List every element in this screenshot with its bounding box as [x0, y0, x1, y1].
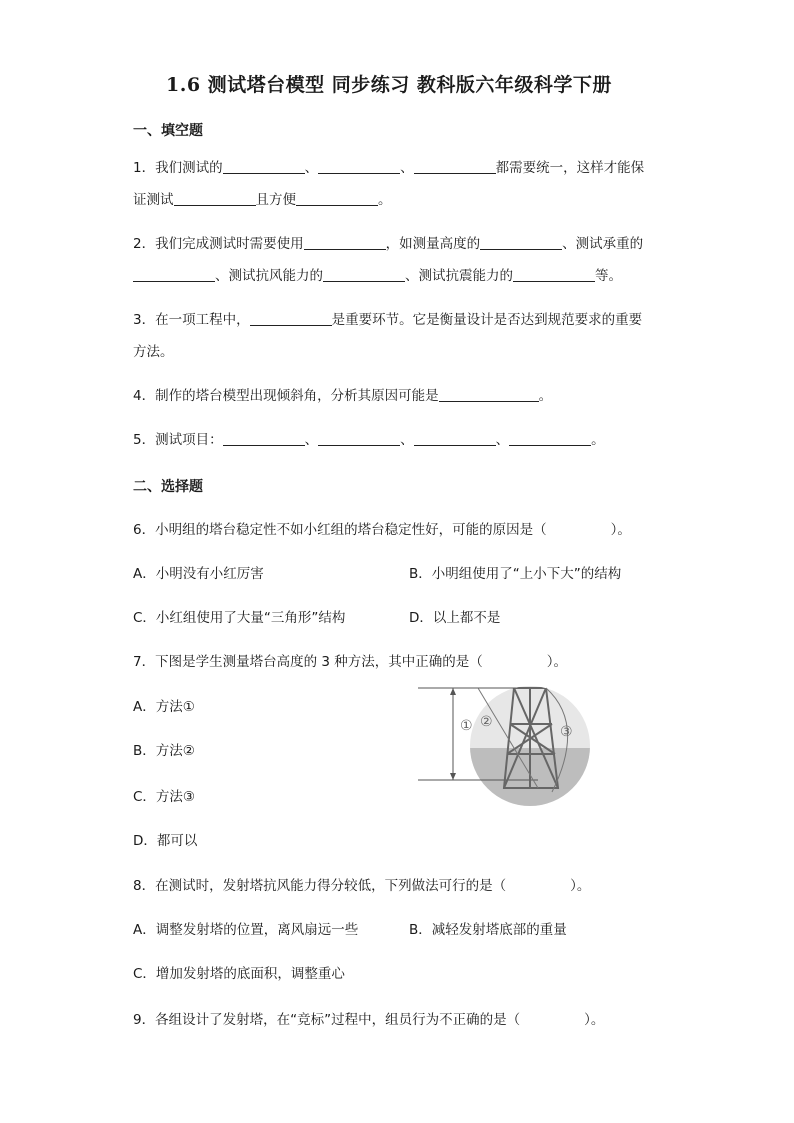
question-text: 、测试抗风能力的 [215, 268, 323, 284]
method-2-label: ② [480, 714, 493, 730]
answer-blank[interactable] [414, 159, 496, 174]
punct: 、 [304, 160, 319, 176]
question-number: 3． [133, 312, 156, 328]
punct: ）。 [610, 522, 631, 538]
answer-blank[interactable] [513, 267, 595, 282]
question-text: 证测试 [133, 192, 174, 208]
question-text: 且方便 [255, 192, 296, 208]
punct: 、 [304, 432, 319, 448]
page-title: 1.6 测试塔台模型 同步练习 教科版六年级科学下册 [166, 74, 612, 96]
question-3-line-2 [133, 342, 174, 362]
q8-option-c[interactable]: C．增加发射塔的底面积，调整重心 [133, 966, 345, 982]
section-heading-fill-blank: 一、填空题 [133, 123, 203, 139]
question-text: 都需要统一，这样才能保 [495, 160, 645, 176]
question-number: 5． [133, 432, 156, 448]
q6-option-a[interactable]: A．小明没有小红厉害 [133, 566, 264, 582]
answer-blank[interactable] [223, 431, 305, 446]
question-8-stem [133, 876, 590, 896]
answer-blank[interactable] [439, 387, 539, 402]
question-text: 6．小明组的塔台稳定性不如小红组的塔台稳定性好，可能的原因是（ [133, 522, 547, 538]
question-2-line-1 [133, 234, 643, 254]
answer-blank[interactable] [296, 191, 378, 206]
question-4 [133, 386, 552, 406]
question-text: 制作的塔台模型出现倾斜角，分析其原因可能是 [155, 388, 439, 404]
tower-measurement-figure [418, 684, 608, 810]
answer-blank[interactable] [223, 159, 305, 174]
tower-illustration [418, 684, 608, 810]
question-9-stem [133, 1010, 604, 1030]
question-6-stem [133, 520, 631, 540]
q6-option-b[interactable]: B．小明组使用了“上小下大”的结构 [409, 566, 622, 582]
answer-blank[interactable] [323, 267, 405, 282]
q8-option-a[interactable]: A．调整发射塔的位置，离风扇远一些 [133, 922, 359, 938]
question-text: 等。 [595, 268, 622, 284]
section-heading-multiple-choice: 二、选择题 [133, 479, 203, 495]
q7-option-a[interactable]: A．方法① [133, 699, 195, 715]
question-text: 是重要环节。它是衡量设计是否达到规范要求的重要 [331, 312, 643, 328]
answer-blank[interactable] [318, 431, 400, 446]
answer-blank[interactable] [174, 191, 256, 206]
answer-blank[interactable] [480, 235, 562, 250]
punct: ）。 [546, 654, 568, 670]
question-text: 测试项目： [155, 432, 223, 448]
punct: 。 [378, 192, 392, 208]
method-1-label: ① [460, 718, 473, 734]
question-text: 方法。 [133, 344, 174, 360]
punct: 。 [591, 432, 605, 448]
question-5 [133, 430, 605, 450]
q6-option-c[interactable]: C．小红组使用了大量“三角形”结构 [133, 610, 346, 626]
answer-blank[interactable] [318, 159, 400, 174]
question-text: 9．各组设计了发射塔，在“竞标”过程中，组员行为不正确的是（ [133, 1012, 521, 1028]
question-1-line-2 [133, 190, 392, 210]
question-text: 我们完成测试时需要使用 [155, 236, 304, 252]
answer-blank[interactable] [133, 267, 215, 282]
method-3-label: ③ [560, 724, 573, 740]
question-text: 、测试承重的 [562, 236, 644, 252]
punct: 、 [400, 432, 414, 448]
question-text: 8．在测试时，发射塔抗风能力得分较低，下列做法可行的是（ [133, 878, 507, 894]
question-3-line-1 [133, 310, 642, 330]
punct: ）。 [584, 1012, 605, 1028]
question-text: ，如测量高度的 [385, 236, 481, 252]
question-text: 、测试抗震能力的 [405, 268, 513, 284]
q7-option-b[interactable]: B．方法② [133, 743, 195, 759]
q6-option-d[interactable]: D．以上都不是 [409, 610, 501, 626]
question-7-stem [133, 652, 567, 672]
question-2-line-2 [133, 266, 622, 286]
punct: 。 [538, 388, 553, 404]
q8-option-b[interactable]: B．减轻发射塔底部的重量 [409, 922, 567, 938]
answer-blank[interactable] [250, 311, 332, 326]
punct: 、 [495, 432, 510, 448]
answer-blank[interactable] [304, 235, 386, 250]
q7-option-c[interactable]: C．方法③ [133, 789, 196, 805]
question-number: 2． [133, 236, 156, 252]
answer-blank[interactable] [414, 431, 496, 446]
question-text: 我们测试的 [155, 160, 223, 176]
punct: ）。 [570, 878, 591, 894]
question-text: 7．下图是学生测量塔台高度的 3 种方法，其中正确的是（ [133, 654, 483, 670]
question-number: 4． [133, 388, 156, 404]
question-text: 在一项工程中， [155, 312, 250, 328]
punct: 、 [400, 160, 414, 176]
q7-option-d[interactable]: D．都可以 [133, 833, 198, 849]
question-1-line-1 [133, 158, 644, 178]
answer-blank[interactable] [509, 431, 591, 446]
question-number: 1． [133, 160, 156, 176]
